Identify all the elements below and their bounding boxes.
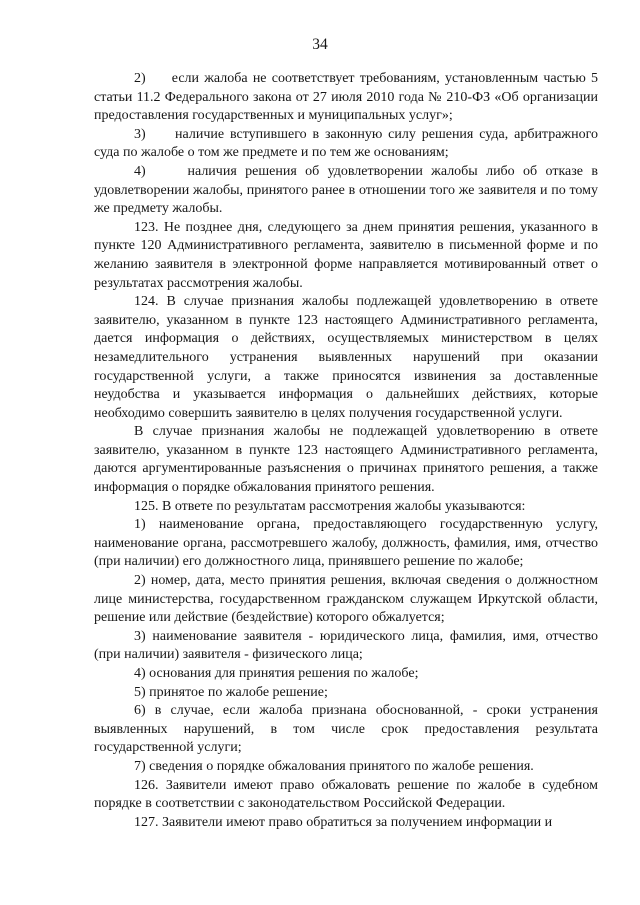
paragraph-123: 123. Не позднее дня, следующего за днем принятия решения, указанного в пункте 120 Административного регламента, заявителю в письменной форме и по желанию заявителя в электронной форме направляется мотивированный ответ о результатах рассмотрения жалобы. — [94, 219, 598, 291]
paragraph-item-2: 2) если жалоба не соответствует требованиям, установленным частью 5 статьи 11.2 Федерального закона от 27 июля 2010 года № 210-ФЗ «Об организации предоставления государственных и муниципальных услуг»; — [94, 71, 598, 124]
paragraph-125-item-2: 2) номер, дата, место принятия решения, включая сведения о должностном лице министерства, государственном гражданском служащем Иркутской области, решение или действие (бездействие) которого обжалуется; — [94, 573, 598, 626]
paragraph-item-4: 4) наличия решения об удовлетворении жалобы либо об отказе в удовлетворении жалобы, принятого ранее в отношении того же заявителя и по тому же предмету жалобы. — [94, 163, 598, 217]
paragraph-125-item-7: 7) сведения о порядке обжалования принятого по жалобе решения. — [134, 758, 534, 774]
paragraph-127: 127. Заявители имеют право обратиться за получением информации и — [134, 814, 553, 830]
paragraph-item-3: 3) наличие вступившего в законную силу решения суда, арбитражного суда по жалобе о том же предмете и по тем же основаниям; — [94, 126, 598, 161]
paragraph-126: 126. Заявители имеют право обжаловать решение по жалобе в судебном порядке в соответствии с законодательством Российской Федерации. — [94, 777, 598, 812]
page-body — [94, 70, 598, 832]
paragraph-124-continued: В случае признания жалобы не подлежащей удовлетворению в ответе заявителю, указанном в пункте 123 настоящего Административного регламента, даются аргументированные разъяснения о причинах принятого решения, а также информация о порядке обжалования принятого решения. — [94, 424, 598, 496]
paragraph-125-item-5: 5) принятое по жалобе решение; — [134, 684, 328, 700]
page-number: 34 — [312, 36, 328, 53]
paragraph-125-item-3: 3) наименование заявителя - юридического лица, фамилия, имя, отчество (при наличии) заявителя - физического лица; — [94, 628, 598, 663]
paragraph-125-item-6: 6) в случае, если жалоба признана обоснованной, - сроки устранения выявленных нарушений, в том числе срок предоставления результата государственной услуги; — [94, 703, 598, 756]
paragraph-124: 124. В случае признания жалобы подлежащей удовлетворению в ответе заявителю, указанном в пункте 123 настоящего Административного регламента, дается информация о действиях, осуществляемых министерством в целях незамедлительного устранения выявленных нарушений при оказании государственной услуги, а также приносятся извинения за доставленные неудобства и указывается информация о дальнейших действиях, которые необходимо совершить заявителю в целях получения государственной услуги. — [94, 294, 598, 421]
paragraph-125: 125. В ответе по результатам рассмотрения жалобы указываются: — [134, 498, 526, 514]
paragraph-125-item-4: 4) основания для принятия решения по жалобе; — [134, 666, 419, 681]
paragraph-125-item-1: 1) наименование органа, предоставляющего государственную услугу, наименование органа, рассмотревшего жалобу, должность, фамилия, имя, отчество (при наличии) его должностного лица, принявшего решение по жалобе; — [94, 517, 598, 570]
